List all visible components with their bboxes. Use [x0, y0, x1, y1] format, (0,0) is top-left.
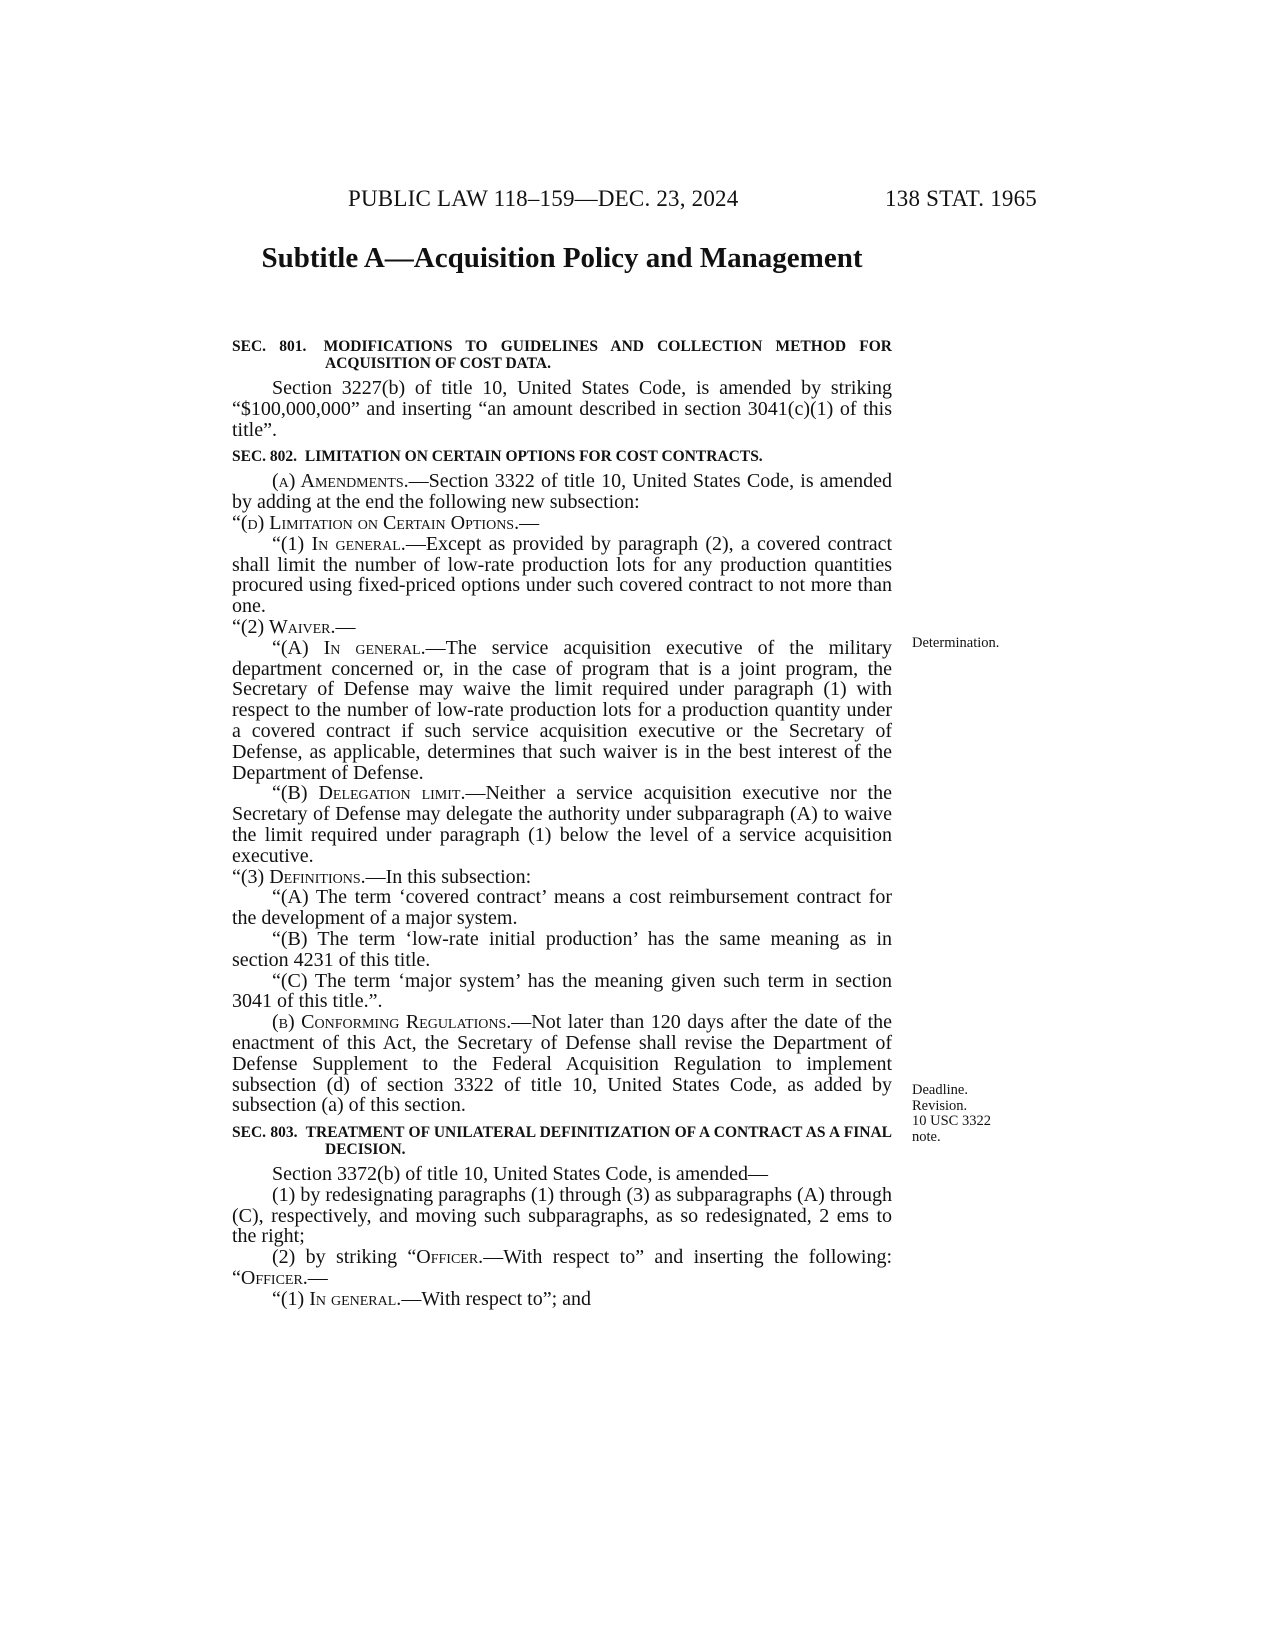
sec-802-a: [232, 471, 892, 513]
sec-802-p1: [232, 534, 892, 617]
margin-note-determination: Determination.: [912, 635, 1000, 651]
sec-803-intro: Section 3372(b) of title 10, United States Code, is amended—: [272, 1163, 769, 1186]
sec-803-title: TREATMENT OF UNILATERAL DEFINITIZATION OF A CONTRACT AS A FINAL DECISION.: [305, 1124, 893, 1159]
sec-802-d-dash: —: [519, 511, 540, 534]
sec-802-d: [232, 513, 892, 534]
sec-801-heading: [232, 338, 892, 372]
sec-802-p2a-text: —The service acquisition executive of the military department concerned or, in the case of program that is a joint program, the Secretary of Defense may waive the limit required under paragraph (1) with respect to the number of low-rate production lots for a production quantity under a covered contract if such service acquisition executive or the Secretary of Defense, as applicable, determines that such waiver is in the best interest of the Department of Defense.: [232, 636, 892, 784]
sec-803-item-3-heading: In general.: [309, 1287, 402, 1310]
margin-note-line: note.: [912, 1128, 941, 1145]
sec-802-p3c: “(C) The term ‘major system’ has the meaning given such term in section 3041 of this title.”.: [232, 969, 892, 1013]
margin-note-deadline: [912, 1083, 991, 1145]
sec-802-p3a: “(A) The term ‘covered contract’ means a cost reimbursement contract for the development of a major system.: [232, 886, 892, 930]
sec-802-p2b-text: —Neither a service acquisition executive nor the Secretary of Defense may delegate the authority under subparagraph (A) to waive the limit required under paragraph (1) below the level of a service acquisition executive.: [232, 782, 892, 867]
sec-802-p2-dash: —: [335, 615, 356, 638]
sec-803-item-3-pre: “(1): [272, 1287, 310, 1310]
sec-801-title: MODIFICATIONS TO GUIDELINES AND COLLECTION METHOD FOR ACQUISITION OF COST DATA.: [323, 338, 893, 372]
sec-802-a-heading: (a) Amendments.: [272, 470, 409, 493]
subtitle-heading: Subtitle A—Acquisition Policy and Management: [261, 242, 863, 274]
sec-802-title: LIMITATION ON CERTAIN OPTIONS FOR COST CONTRACTS.: [304, 448, 763, 466]
sec-802-p3-text: —In this subsection:: [365, 865, 532, 888]
sec-802-p2b: [232, 783, 892, 866]
sec-803-item-2-officer-b: Officer.: [240, 1267, 308, 1290]
sec-803-item-3: [232, 1289, 892, 1310]
sec-802-number: SEC. 802.: [232, 448, 298, 466]
sec-802-p1-text: —Except as provided by paragraph (2), a covered contract shall limit the number of low-rate production lots for any production quantities procured using fixed-priced options under such covered contract to not more than one.: [232, 532, 892, 618]
document-body: [232, 330, 892, 1310]
sec-803-item-2-officer-a: Officer.: [416, 1246, 484, 1269]
sec-802-b-text: —Not later than 120 days after the date of the enactment of this Act, the Secretary of Defense shall revise the Department of Defense Supplement to the Federal Acquisition Regulation to implement subsection (d) of section 3322 of title 10, United States Code, as added by subsection (a) of this section.: [232, 1011, 892, 1117]
sec-802-p3-heading: “(3) Definitions.: [232, 865, 366, 888]
sec-803-number: SEC. 803.: [232, 1124, 298, 1142]
margin-note-line: Deadline.: [912, 1082, 968, 1098]
sec-802-p1-heading: “(1) In general.: [272, 532, 406, 555]
sec-801-number: SEC. 801.: [232, 338, 307, 355]
page-header-left: PUBLIC LAW 118–159—DEC. 23, 2024: [348, 186, 739, 211]
sec-803-item-2: [232, 1247, 892, 1289]
sec-802-p3b: “(B) The term ‘low-rate initial production’ has the same meaning as in section 4231 of this title.: [232, 927, 892, 971]
sec-802-p2-heading: “(2) Waiver.: [232, 615, 336, 638]
margin-note-line: 10 USC 3322: [912, 1113, 991, 1129]
sec-801-text: Section 3227(b) of title 10, United States Code, is amended by striking “$100,000,000” and inserting “an amount described in section 3041(c)(1) of this title”.: [232, 377, 892, 441]
sec-802-p3: [232, 867, 892, 888]
sec-802-b: [232, 1012, 892, 1116]
sec-802-p2b-heading: “(B) Delegation limit.: [272, 782, 466, 805]
sec-802-p2: [232, 617, 892, 638]
sec-802-p2a-heading: “(A) In general.: [272, 636, 426, 659]
sec-803-item-2-pre: (2) by striking “: [272, 1246, 417, 1269]
sec-802-d-heading: “(d) Limitation on Certain Options.: [232, 511, 520, 534]
margin-note-line: Revision.: [912, 1097, 968, 1114]
page-header-right: 138 STAT. 1965: [885, 186, 1037, 211]
sec-803-item-3-end: —With respect to”; and: [401, 1287, 591, 1310]
sec-802-p2a: [232, 638, 892, 784]
sec-803-heading: [232, 1124, 892, 1158]
sec-802-heading: [232, 448, 892, 465]
sec-803-item-2-end: —: [307, 1267, 328, 1290]
sec-802-a-text: —Section 3322 of title 10, United States Code, is amended by adding at the end the following new subsection:: [232, 470, 892, 514]
sec-803-item-2-mid: —With respect to” and inserting the following: “: [232, 1246, 892, 1290]
sec-803-item-1: (1) by redesignating paragraphs (1) through (3) as subparagraphs (A) through (C), respectively, and moving such subparagraphs, as so redesignated, 2 ems to the right;: [232, 1183, 892, 1248]
sec-802-b-heading: (b) Conforming Regulations.: [272, 1011, 512, 1034]
